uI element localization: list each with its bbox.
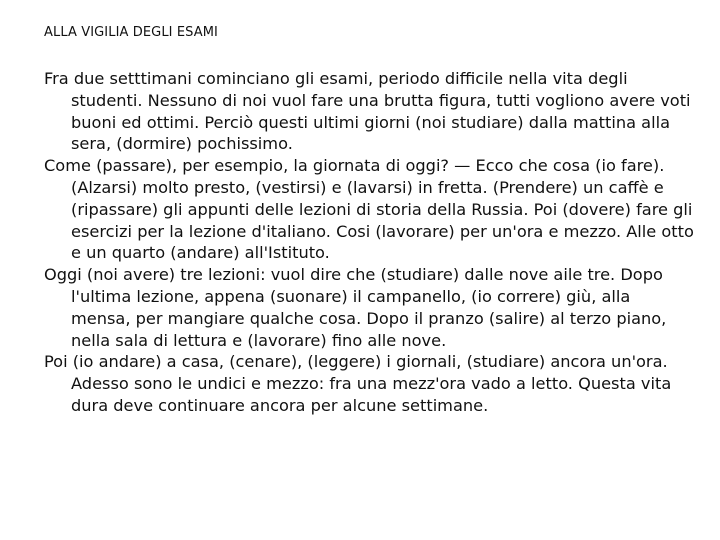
paragraph-1: Fra due setttimani cominciano gli esami, periodo difficile nella vita degli studenti. Nessuno di noi vuol fare una brutta figura, tutti vogliono avere voti buoni ed ottimi. Perciò questi ultimi giorni (noi studiare) dalla mattina alla sera, (dormire) pochissimo. — [44, 69, 691, 154]
document-title: ALLA VIGILIA DEGLI ESAMI — [44, 25, 218, 40]
document-body — [44, 68, 694, 417]
paragraph-4: Poi (io andare) a casa, (cenare), (leggere) i giornali, (studiare) ancora un'ora. Adesso sono le undici e mezzo: fra una mezz'ora vado a letto. Questa vita dura deve continuare ancora per alcune settimane. — [44, 352, 672, 415]
paragraph-3: Oggi (noi avere) tre lezioni: vuol dire che (studiare) dalle nove aile tre. Dopo l'ultima lezione, appena (suonare) il campanello, (io correre) giù, alla mensa, per mangiare qualche cosa. Dopo il pranzo (salire) al terzo piano, nella sala di lettura e (lavorare) fino alle nove. — [44, 265, 667, 350]
paragraph-2: Come (passare), per esempio, la giornata di oggi? — Ecco che cosa (io fare). (Alzarsi) molto presto, (vestirsi) e (lavarsi) in fretta. (Prendere) un caffè e (ripassare) gli appunti delle lezioni di storia della Russia. Poi (dovere) fare gli esercizi per la lezione d'italiano. Cosi (lavorare) per un'ora e mezzo. Alle otto e un quarto (andare) all'Istituto. — [44, 156, 694, 263]
